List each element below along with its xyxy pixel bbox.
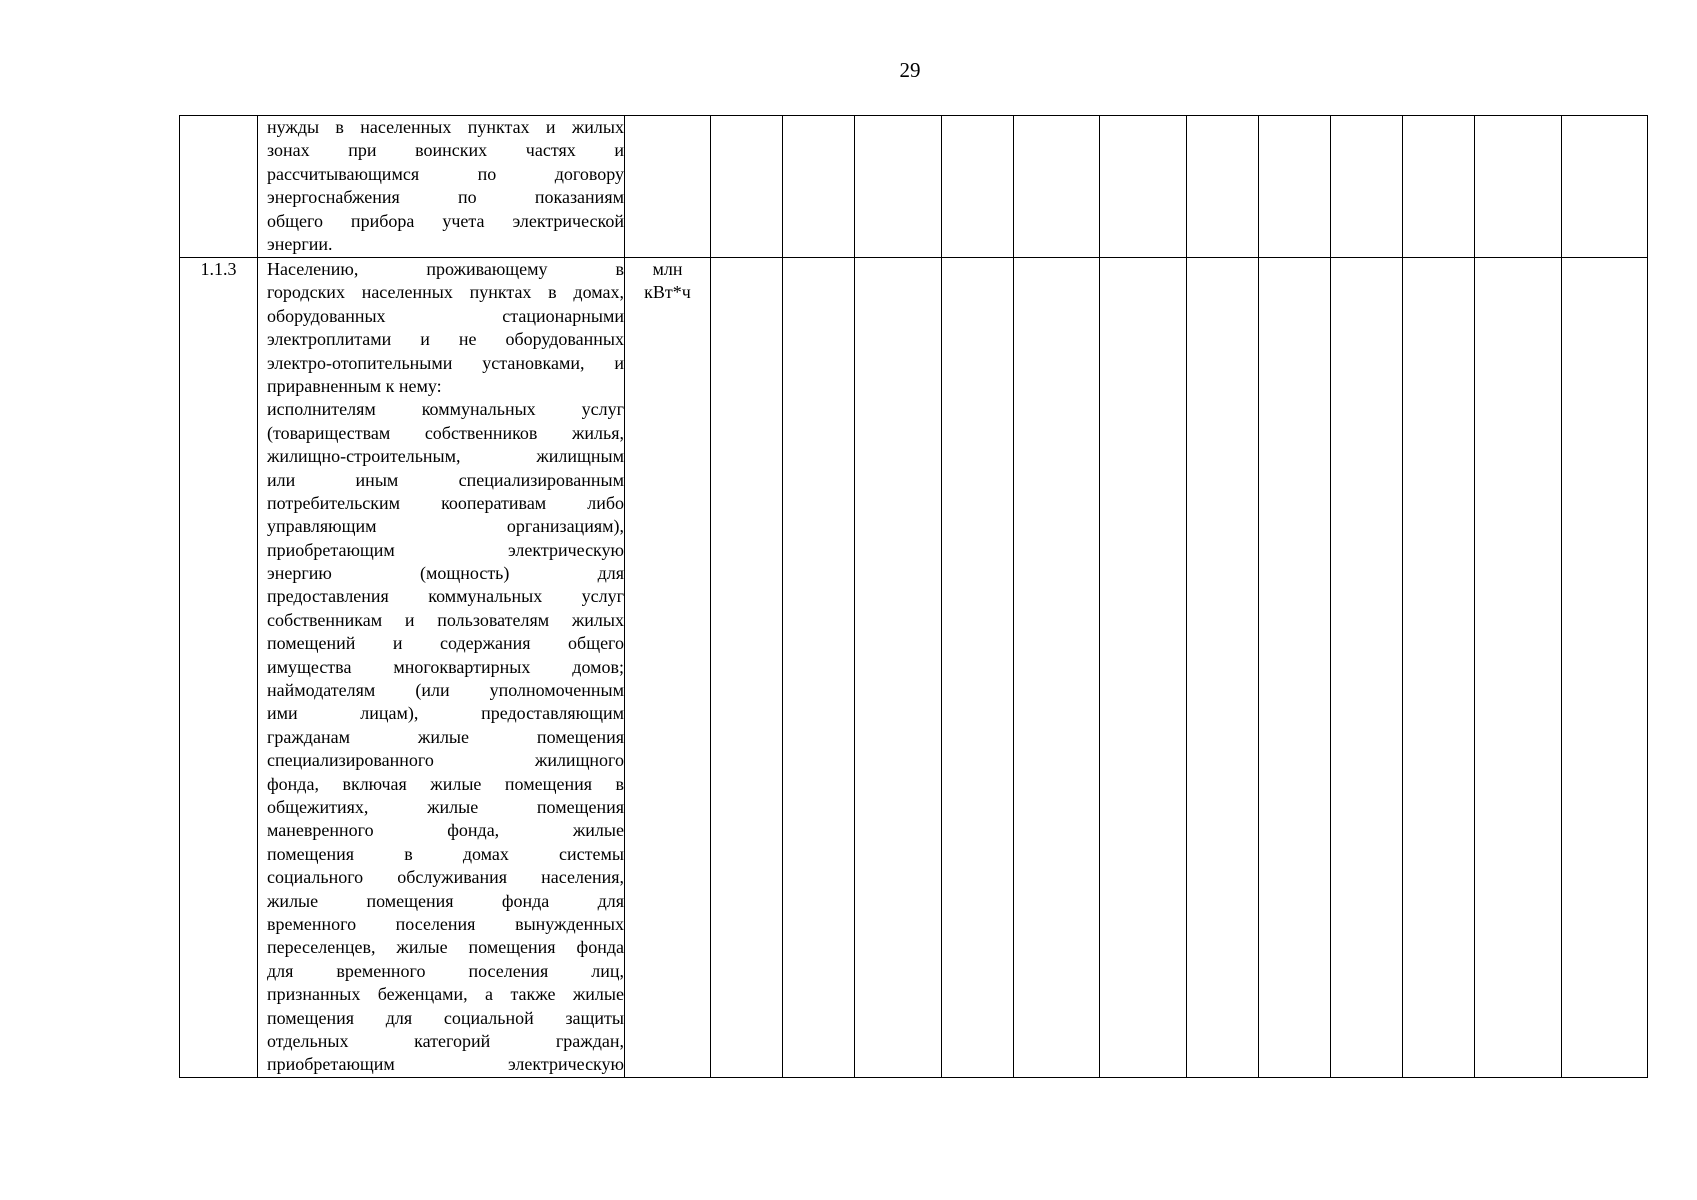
- value-cell: [711, 258, 783, 1078]
- description-line: предоставления коммунальных услуг: [267, 586, 624, 607]
- description-line: рассчитывающимся по договору: [267, 163, 624, 184]
- unit-line: млн: [652, 259, 683, 279]
- value-cell: [855, 116, 942, 258]
- table-row: [180, 116, 1648, 258]
- description-line: электро-отопительными установками, и: [267, 352, 624, 373]
- description-line: нужды в населенных пунктах и жилых: [267, 117, 624, 137]
- row-unit-cell: [625, 116, 711, 258]
- value-cell: [1259, 258, 1331, 1078]
- value-cell: [1259, 116, 1331, 258]
- description-line: ими лицам), предоставляющим: [267, 703, 624, 724]
- description-line: имущества многоквартирных домов;: [267, 656, 624, 677]
- description-line: или иным специализированным: [267, 469, 624, 490]
- description-line: энергии.: [267, 233, 333, 254]
- description-line: переселенцев, жилые помещения фонда: [267, 937, 624, 958]
- row-description: [267, 116, 624, 256]
- description-line: зонах при воинских частях и: [267, 140, 624, 161]
- row-description-cell: [258, 116, 625, 258]
- row-description: [267, 258, 624, 1077]
- description-line: маневренного фонда, жилые: [267, 820, 624, 841]
- description-line: Населению, проживающему в: [267, 259, 624, 279]
- value-cell: [1403, 116, 1475, 258]
- description-line: потребительским кооперативам либо: [267, 492, 624, 513]
- value-cell: [1014, 258, 1100, 1078]
- description-line: собственникам и пользователям жилых: [267, 609, 624, 630]
- description-line: общего прибора учета электрической: [267, 210, 624, 231]
- description-line: управляющим организациям),: [267, 516, 624, 537]
- description-line: приобретающим электрическую: [267, 539, 624, 560]
- value-cell: [1100, 116, 1187, 258]
- description-line: городских населенных пунктах в домах,: [267, 282, 624, 303]
- description-line: общежитиях, жилые помещения: [267, 796, 624, 817]
- description-line: электроплитами и не оборудованных: [267, 329, 624, 350]
- description-line: признанных беженцами, а также жилые: [267, 984, 624, 1005]
- description-line: фонда, включая жилые помещения в: [267, 773, 624, 794]
- description-line: для временного поселения лиц,: [267, 960, 624, 981]
- value-cell: [1331, 116, 1403, 258]
- value-cell: [783, 116, 855, 258]
- page-number: 29: [899, 58, 921, 82]
- description-line: отдельных категорий граждан,: [267, 1030, 624, 1051]
- value-cell: [1187, 258, 1259, 1078]
- value-cell: [942, 258, 1014, 1078]
- value-cell: [1562, 116, 1648, 258]
- description-line: наймодателям (или уполномоченным: [267, 680, 624, 701]
- description-line: помещения в домах системы: [267, 843, 624, 864]
- value-cell: [1187, 116, 1259, 258]
- value-cell: [942, 116, 1014, 258]
- value-cell: [783, 258, 855, 1078]
- table-row: [180, 258, 1648, 1078]
- value-cell: [711, 116, 783, 258]
- value-cell: [1562, 258, 1648, 1078]
- data-table-main: [179, 115, 1648, 1078]
- row-unit-cell: [625, 258, 711, 1078]
- description-line: специализированного жилищного: [267, 750, 624, 771]
- value-cell: [1331, 258, 1403, 1078]
- description-line: гражданам жилые помещения: [267, 726, 624, 747]
- description-line: приобретающим электрическую: [267, 1054, 624, 1075]
- description-line: временного поселения вынужденных: [267, 913, 624, 934]
- description-line: приравненным к нему:: [267, 375, 442, 396]
- row-description-cell: [258, 258, 625, 1078]
- value-cell: [1403, 258, 1475, 1078]
- value-cell: [1475, 258, 1562, 1078]
- value-cell: [1014, 116, 1100, 258]
- value-cell: [1100, 258, 1187, 1078]
- description-line: оборудованных стационарными: [267, 305, 624, 326]
- description-line: энергию (мощность) для: [267, 563, 624, 584]
- description-line: помещений и содержания общего: [267, 633, 624, 654]
- value-cell: [855, 258, 942, 1078]
- description-line: исполнителям коммунальных услуг: [267, 399, 624, 420]
- row-number-cell: [180, 116, 258, 258]
- description-line: помещения для социальной защиты: [267, 1007, 624, 1028]
- description-line: энергоснабжения по показаниям: [267, 187, 624, 208]
- description-line: жилые помещения фонда для: [267, 890, 624, 911]
- description-line: социального обслуживания населения,: [267, 867, 624, 888]
- description-line: (товариществам собственников жилья,: [267, 422, 624, 443]
- value-cell: [1475, 116, 1562, 258]
- description-line: жилищно-строительным, жилищным: [267, 446, 624, 467]
- unit-line: кВт*ч: [644, 282, 691, 303]
- row-number-cell: 1.1.3: [180, 258, 258, 1078]
